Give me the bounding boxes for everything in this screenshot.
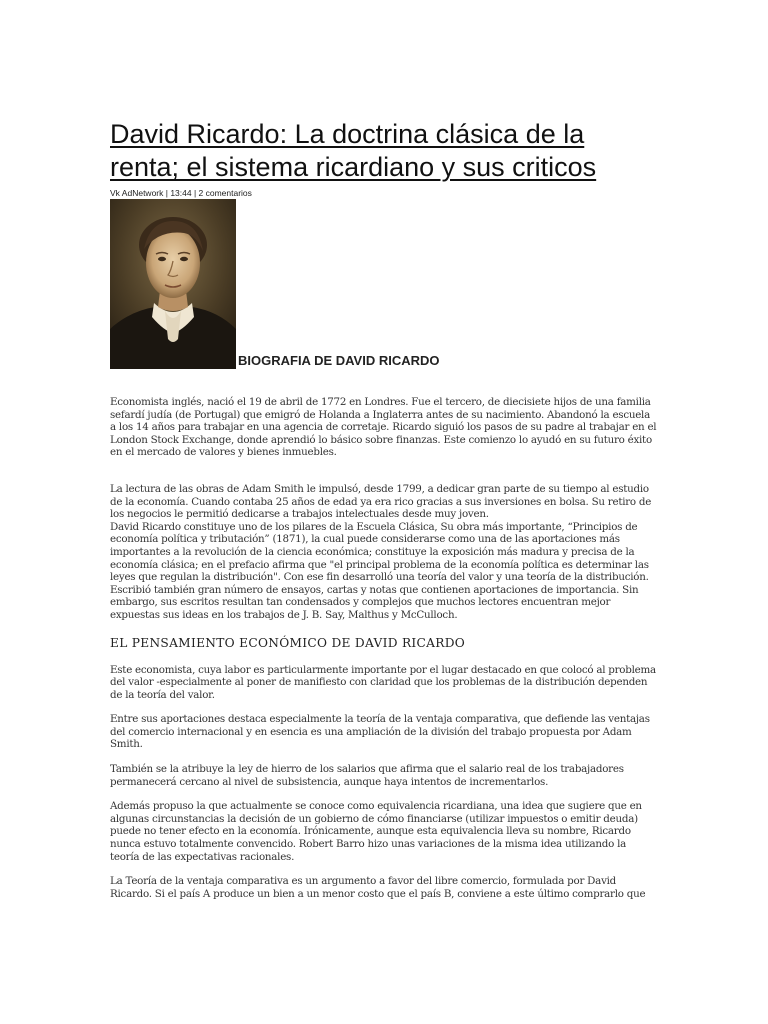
thought-paragraph: La Teoría de la ventaja comparativa es un argumento a favor del libre comercio, formulada por David Ricardo. Si el país A produce un bien a un menor costo que el país B, conviene a este último comprarlo que <box>110 875 646 900</box>
article <box>110 118 658 900</box>
bio-paragraph: Economista inglés, nació el 19 de abril de 1772 en Londres. Fue el tercero, de diecisiete hijos de una familia sefardí judía (de Portugal) que emigró de Holanda a Inglaterra antes de su nacimiento. Abandonó la escuela a los 14 años para trabajar en una agencia de corretaje. Ricardo siguió los pasos de su padre al trabajar en el London Stock Exchange, donde aprendió lo básico sobre finanzas. Este comienzo lo ayudó en su futuro éxito en el mercado de valores y bienes inmuebles. <box>110 396 657 459</box>
thought-paragraph: También se la atribuye la ley de hierro de los salarios que afirma que el salario real de los trabajadores permanecerá cercano al nivel de subsistencia, aunque haya intentos de incrementarlos. <box>110 763 624 788</box>
article-meta: Vk AdNetwork | 13:44 | 2 comentarios <box>110 188 252 198</box>
bio-paragraph: La lectura de las obras de Adam Smith le impulsó, desde 1799, a dedicar gran parte de su tiempo al estudio de la economía. Cuando contaba 25 años de edad ya era rico gracias a sus inversiones en bolsa. Su retiro de los negocios le permitió dedicarse a trabajos intelectuales desde muy joven. <box>110 482 652 521</box>
portrait-illustration <box>110 199 236 369</box>
bio-header-row <box>110 199 658 369</box>
bio-paragraph: David Ricardo constituye uno de los pilares de la Escuela Clásica, Su obra más importante, “Principios de economía política y tributación” (1871), la cual puede considerarse como una de las aportaciones más importantes a la revolución de la ciencia económica; constituye la exposición más madura y precisa de la economía clásica; en el prefacio afirma que "el principal problema de la economía política es determinar las leyes que regulan la distribución". Con ese fin desarrolló una teoría del valor y una teoría de la distribución. Escribió también gran número de ensayos, cartas y notas que contienen aportaciones de importancia. Sin embargo, sus escritos resultan tan condensados y complejos que muchos lectores encuentran mejor expuestas sus ideas en los trabajos de J. B. Say, Malthus y McCulloch. <box>110 520 649 621</box>
thought-paragraph: Entre sus aportaciones destaca especialmente la teoría de la ventaja comparativa, que defiende las ventajas del comercio internacional y en esencia es una ampliación de la división del trabajo propuesta por Adam Smith. <box>110 713 650 751</box>
article-title: David Ricardo: La doctrina clásica de la renta; el sistema ricardiano y sus criticos <box>110 119 597 182</box>
thought-paragraph: Además propuso la que actualmente se conoce como equivalencia ricardiana, una idea que sugiere que en algunas circunstancias la decisión de un gobierno de cómo financiarse (utilizar impuestos o emitir deuda) puede no tener efecto en la economía. Irónicamente, aunque esta equivalencia lleva su nombre, Ricardo nunca estuvo totalmente convencido. Robert Barro hizo unas variaciones de la misma idea utilizando la teoría de las expectativas racionales. <box>110 800 642 863</box>
section-heading: EL PENSAMIENTO ECONÓMICO DE DAVID RICARDO <box>110 635 466 650</box>
bio-heading: BIOGRAFIA DE DAVID RICARDO <box>238 353 440 368</box>
thought-paragraph: Este economista, cuya labor es particularmente importante por el lugar destacado en que colocó al problema del valor -especialmente al poner de manifiesto con claridad que los problemas de la distribución dependen de la teoría del valor. <box>110 663 656 701</box>
portrait-image <box>110 199 236 369</box>
